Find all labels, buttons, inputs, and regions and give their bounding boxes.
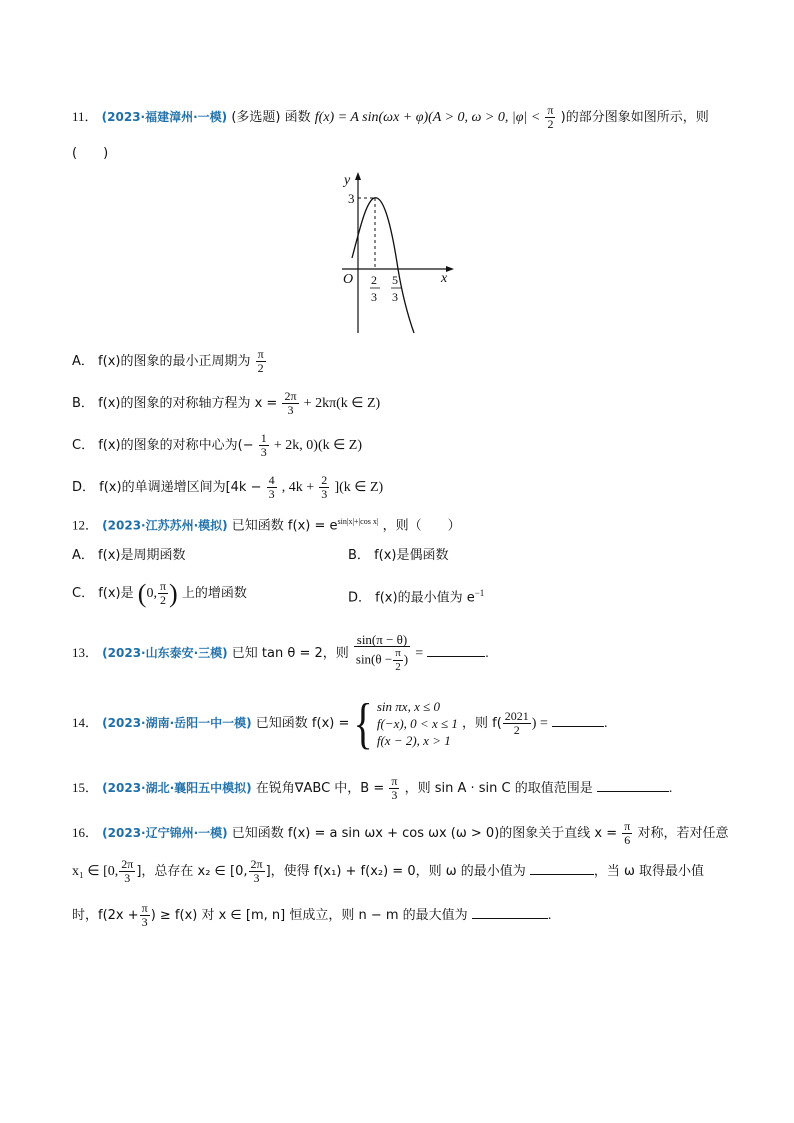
q12-stem: 12． (2023·江苏苏州·模拟) 已知函数 $f(x) = e^{sin|x|+|cos x|}$ ，则（ ） [72,517,461,534]
q16-line1: 16． (2023·辽宁锦州·一模) 已知函数 f(x) = a sin ωx + cos ωx (ω > 0)的图象关于直线 x = $\frac{\pi}{6}$ 对称，若对任意 [72,819,729,847]
q11-option-d[interactable]: D． f(x)的单调递增区间为[4k − $\frac{4}{3}$ , 4k + $\frac{2}{3}$ ](k ∈ Z) [72,473,384,501]
q16-answer-blank-2[interactable] [472,917,548,919]
q14-brace: { [353,691,373,755]
q13-fraction: sin(π − θ) sin(θ − $\frac{\pi}{2}$ ) [355,632,409,673]
graph-x-tick2-den: 3 [392,290,398,304]
graph-y-tick-label: 3 [348,191,355,206]
q14-answer-blank[interactable] [552,725,604,727]
graph-curve [352,198,414,333]
q11-func-frac: $\frac{\pi}{2}$ [547,103,554,131]
q11-func: f(x) = A sin(ωx + φ)(A > 0, ω > 0, |φ| < [314,110,541,125]
q11-stem-b: )的部分图象如图所示，则 [560,110,709,125]
q11-graph [330,168,460,338]
graph-y-arrow [355,172,361,180]
q16-line3: 时，f(2x + $\frac{\pi}{3}$ ) ≥ f(x) 对 x ∈ [m, n] 恒成立，则 n − m 的最大值为 . [72,901,552,929]
q16-answer-blank-1[interactable] [530,873,594,875]
q11-stem [72,104,734,131]
q13-stem: 13． (2023·山东泰安·三模) 已知 tan θ = 2，则 sin(π − θ) sin(θ − $\frac{\pi}{2}$ ) = . [72,632,489,673]
q11-option-b[interactable]: B． f(x)的图象的对称轴方程为 x = $\frac{2\pi}{3}$ + 2kπ(k ∈ Z) [72,389,381,417]
q12-option-b[interactable]: B． f(x)是偶函数 [348,548,449,563]
q11-stem-a: 函数 [284,110,311,125]
graph-x-label: x [441,271,448,286]
q11-type: (多选题) [231,110,281,125]
q16-line2: x₁ ∈ [0, $\frac{2\pi}{3}$ ]，总存在 x₂ ∈ [0, $\frac{2\pi}{3}$ ]，使得 f(x₁) + f(x₂) = 0，则 ω 的最小值为 ，当 ω 取得最小值 [72,857,705,885]
q12-option-a[interactable]: A． f(x)是周期函数 [72,548,186,563]
q14-cases: sin πx, x ≤ 0 f(−x), 0 < x ≤ 1 f(x − 2), x > 1 [376,699,458,748]
q12-option-d[interactable]: D． f(x)的最小值为 $e^{-1}$ [348,588,485,606]
q14-source: (2023·湖南·岳阳一中一模) [102,716,252,730]
q15-answer-blank[interactable] [597,790,669,792]
q12-source: (2023·江苏苏州·模拟) [102,518,228,533]
graph-x-tick2-num: 5 [392,273,398,287]
q15-stem: 15． (2023·湖北·襄阳五中模拟) 在锐角∇ABC 中，B = $\frac{\pi}{3}$ ，则 sin A · sin C 的取值范围是 . [72,774,673,802]
q11-number: 11． [72,109,98,124]
q11-paren: ( ) [72,146,109,161]
q12-option-c[interactable]: C． f(x)是 (0, $\frac{\pi}{2}$ ) 上的增函数 [72,578,247,608]
q14-stem: 14． (2023·湖南·岳阳一中一模) 已知函数 f(x) = { sin πx, x ≤ 0 f(−x), 0 < x ≤ 1 f(x − 2), x > 1 ，则 f( $\frac{2021}{2}$ ) = . [72,691,608,755]
graph-x-tick1-num: 2 [371,273,377,287]
q13-source: (2023·山东泰安·三模) [102,646,228,660]
graph-y-label: y [344,173,351,188]
q15-source: (2023·湖北·襄阳五中模拟) [102,781,252,795]
q11-option-a[interactable]: A． f(x)的图象的最小正周期为 $\frac{\pi}{2}$ [72,347,264,375]
graph-origin-label: O [343,272,354,287]
q16-source: (2023·辽宁锦州·一模) [102,826,228,840]
q11-source: (2023·福建漳州·一模) [101,110,228,124]
q13-answer-blank[interactable] [427,655,485,657]
graph-x-tick1-den: 3 [371,290,377,304]
q11-option-c[interactable]: C． f(x)的图象的对称中心为(− $\frac{1}{3}$ + 2k, 0)(k ∈ Z) [72,431,363,459]
